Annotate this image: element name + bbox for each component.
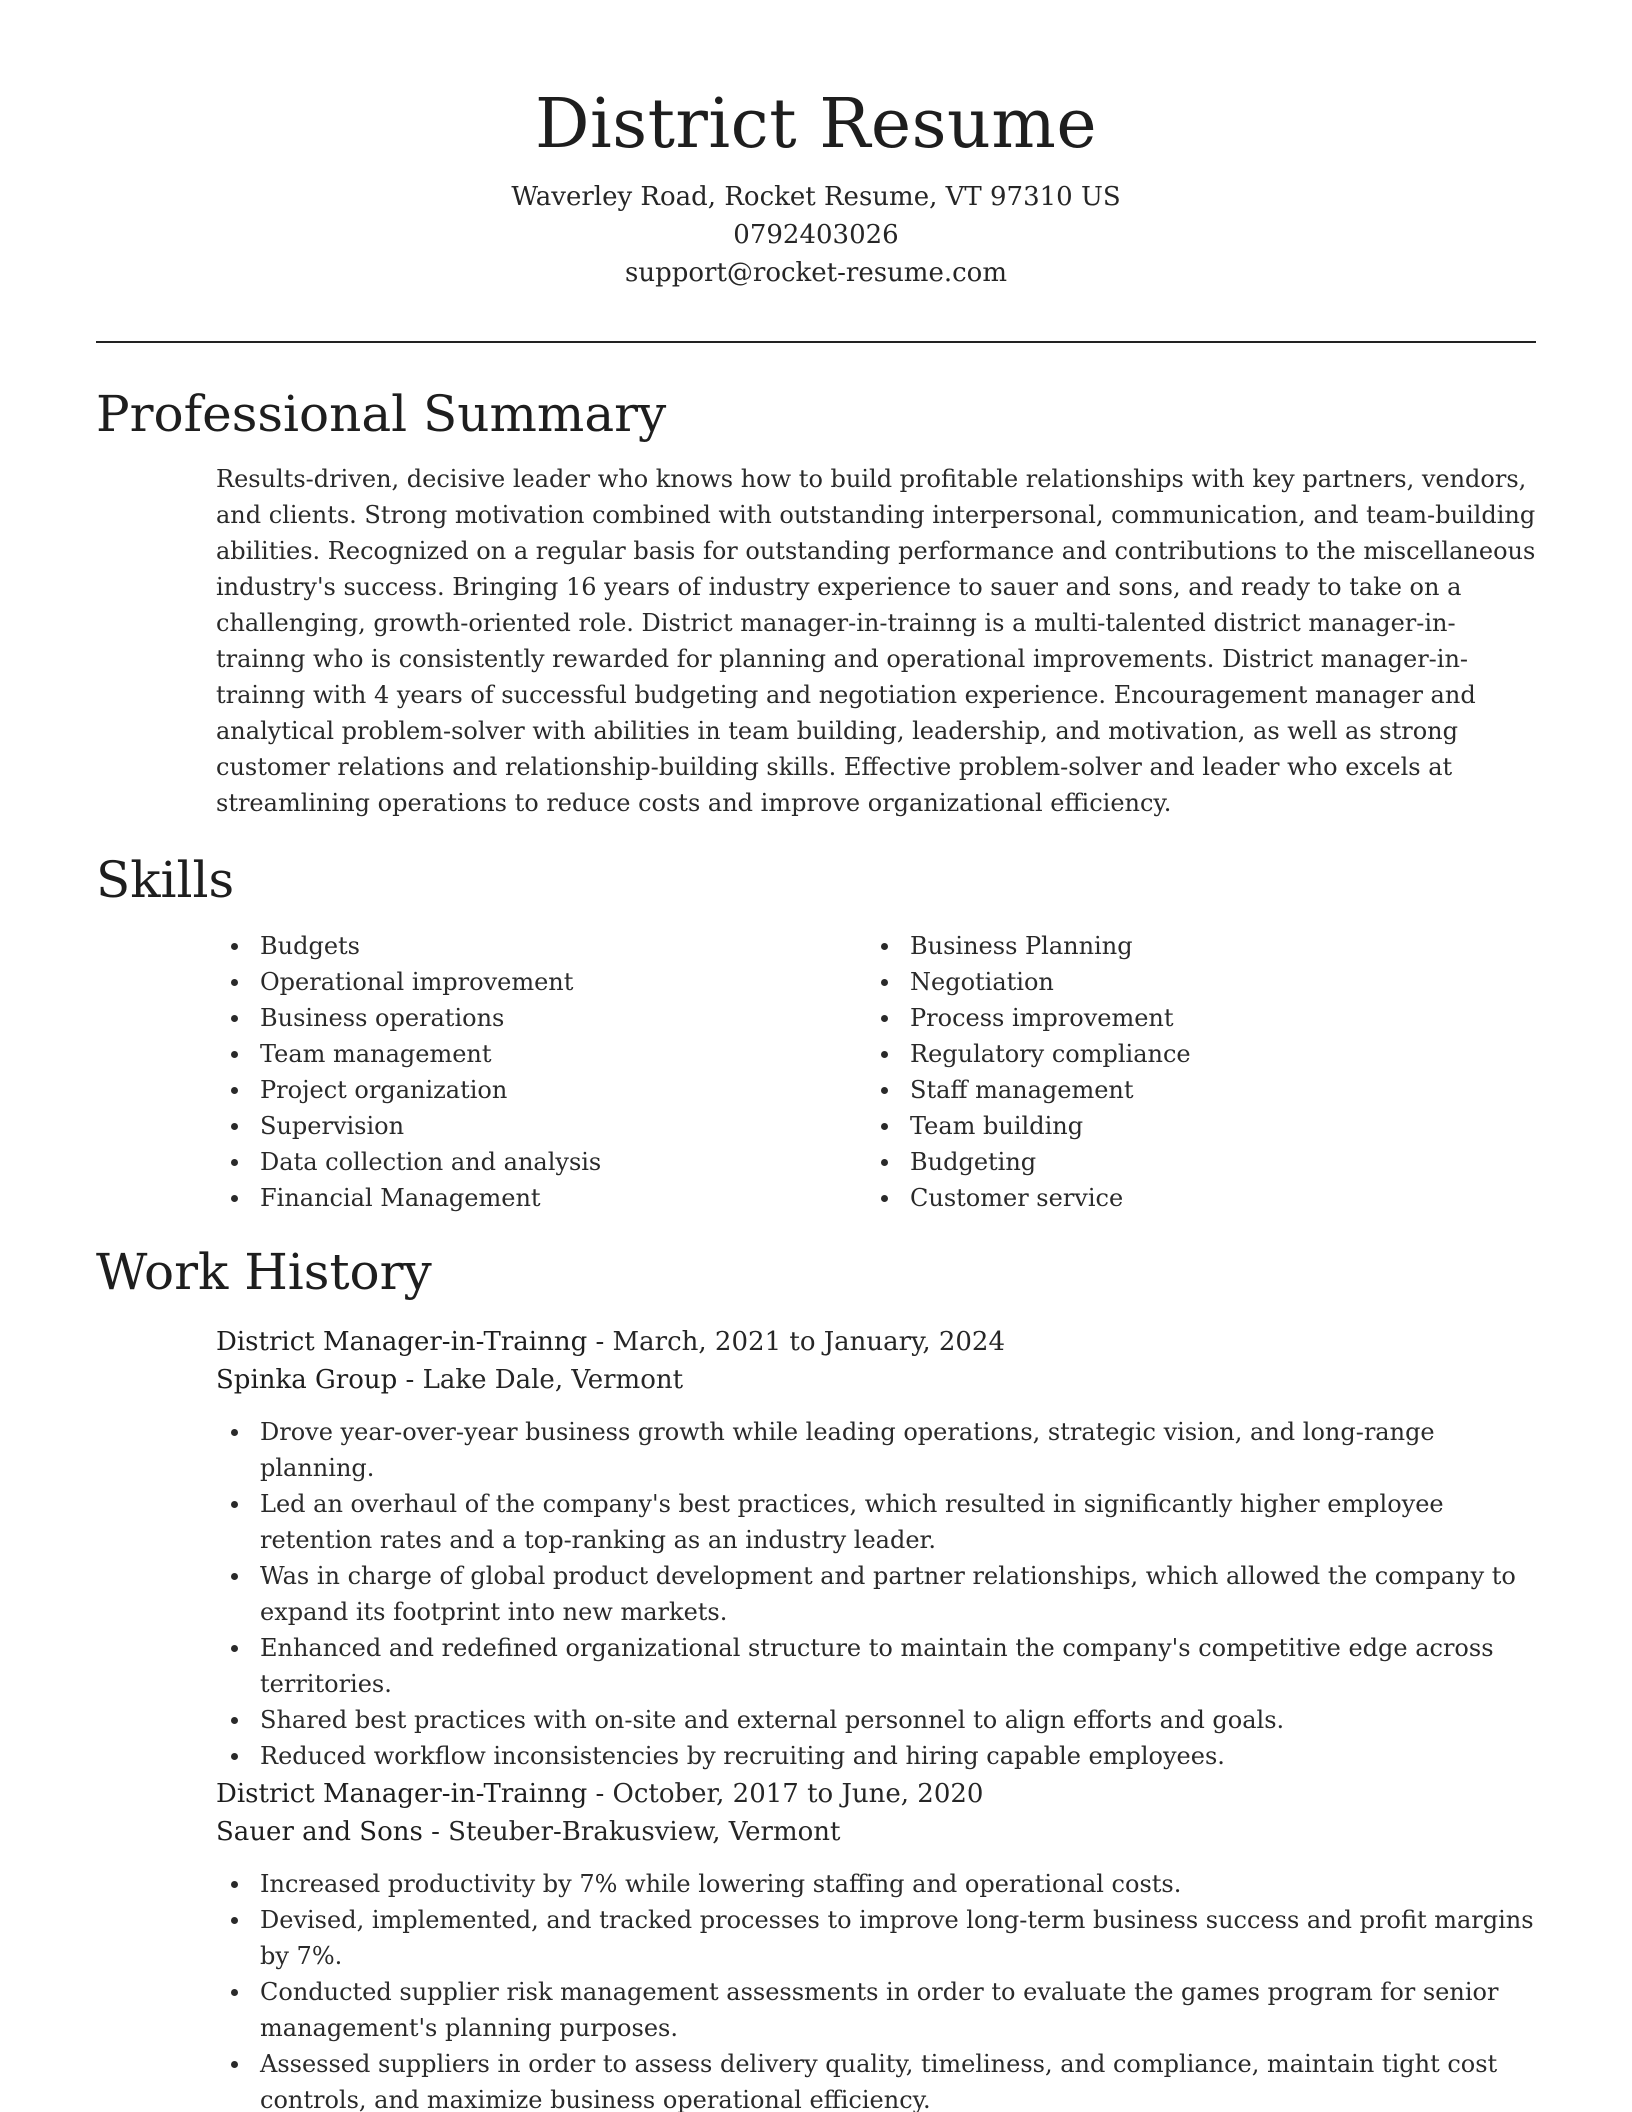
job-title: District Manager-in-Trainng (216, 1779, 588, 1809)
summary-text: Results-driven, decisive leader who knows how to build profitable relationships with key partners, vendors, and clients. Strong motivation combined with outstanding interpersonal, communication, and team-building abilities. Recognized on a regular basis for outstanding performance and contributions to the miscellaneous industry's success. Bringing 16 years of industry experience to sauer and sons, and ready to take on a challenging, growth-oriented role. District manager-in-trainng is a multi-talented district manager-in-trainng who is consistently rewarded for planning and operational improvements. District manager-in-trainng with 4 years of successful budgeting and negotiation experience. Encouragement manager and analytical problem-solver with abilities in team building, leadership, and motivation, as well as strong customer relations and relationship-building skills. Effective problem-solver and leader who excels at streamlining operations to reduce costs and improve organizational efficiency. (216, 465, 1536, 817)
duty-item: Was in charge of global product development and partner relationships, which allowed the company to expand its footprint into new markets. (216, 1558, 1541, 1630)
job-entry (216, 1775, 1541, 2112)
job-duties (216, 1414, 1541, 1774)
skill-item: Regulatory compliance (866, 1036, 1486, 1072)
skills-heading: Skills (96, 851, 235, 909)
resume-page (96, 0, 1536, 2112)
duty-item: Reduced workflow inconsistencies by recruiting and hiring capable employees. (216, 1738, 1541, 1774)
skill-item: Staff management (866, 1072, 1486, 1108)
skill-item: Team building (866, 1108, 1486, 1144)
work-history-heading: Work History (96, 1243, 432, 1301)
duty-item: Assessed suppliers in order to assess delivery quality, timeliness, and compliance, maintain tight cost controls, and maximize business operational efficiency. (216, 2046, 1541, 2112)
contact-phone: 0792403026 (733, 220, 899, 250)
skill-item: Operational improvement (216, 964, 836, 1000)
skill-item: Negotiation (866, 964, 1486, 1000)
skill-item: Budgets (216, 928, 836, 964)
job-entry (216, 1323, 1541, 1774)
job-title: District Manager-in-Trainng (216, 1327, 588, 1357)
skill-item: Team management (216, 1036, 836, 1072)
job-title-line (216, 1775, 1541, 1813)
duty-item: Shared best practices with on-site and external personnel to align efforts and goals. (216, 1702, 1541, 1738)
candidate-name: District Resume (534, 85, 1098, 164)
duty-item: Enhanced and redefined organizational structure to maintain the company's competitive edge across territories. (216, 1630, 1541, 1702)
duty-item: Increased productivity by 7% while lowering staffing and operational costs. (216, 1866, 1541, 1902)
duty-item: Drove year-over-year business growth while leading operations, strategic vision, and long-range planning. (216, 1414, 1541, 1486)
skill-item: Supervision (216, 1108, 836, 1144)
job-location: - Lake Dale, Vermont (397, 1365, 684, 1395)
duty-item: Devised, implemented, and tracked processes to improve long-term business success and profit margins by 7%. (216, 1902, 1541, 1974)
skill-item: Data collection and analysis (216, 1144, 836, 1180)
header-divider (96, 341, 1536, 343)
job-dates: - March, 2021 to January, 2024 (587, 1327, 1006, 1357)
job-title-line (216, 1323, 1541, 1361)
skills-list-right (866, 928, 1486, 1216)
contact-address: Waverley Road, Rocket Resume, VT 97310 US (511, 182, 1121, 212)
contact-email: support@rocket-resume.com (624, 258, 1007, 288)
skills-list-left (216, 928, 836, 1216)
skill-item: Business Planning (866, 928, 1486, 964)
job-company-line (216, 1361, 1541, 1399)
skill-item: Budgeting (866, 1144, 1486, 1180)
skill-item: Customer service (866, 1180, 1486, 1216)
skill-item: Project organization (216, 1072, 836, 1108)
duty-item: Led an overhaul of the company's best practices, which resulted in significantly higher employee retention rates and a top-ranking as an industry leader. (216, 1486, 1541, 1558)
resume-header (96, 80, 1536, 292)
skill-item: Financial Management (216, 1180, 836, 1216)
skill-item: Process improvement (866, 1000, 1486, 1036)
job-dates: - October, 2017 to June, 2020 (587, 1779, 984, 1809)
skill-item: Business operations (216, 1000, 836, 1036)
job-company: Sauer and Sons (216, 1817, 423, 1847)
contact-info (96, 178, 1536, 292)
job-company: Spinka Group (216, 1365, 398, 1395)
job-duties (216, 1866, 1541, 2112)
job-location: - Steuber-Brakusview, Vermont (422, 1817, 841, 1847)
duty-item: Conducted supplier risk management assessments in order to evaluate the games program for senior management's planning purposes. (216, 1974, 1541, 2046)
job-company-line (216, 1813, 1541, 1851)
summary-heading: Professional Summary (96, 385, 667, 443)
